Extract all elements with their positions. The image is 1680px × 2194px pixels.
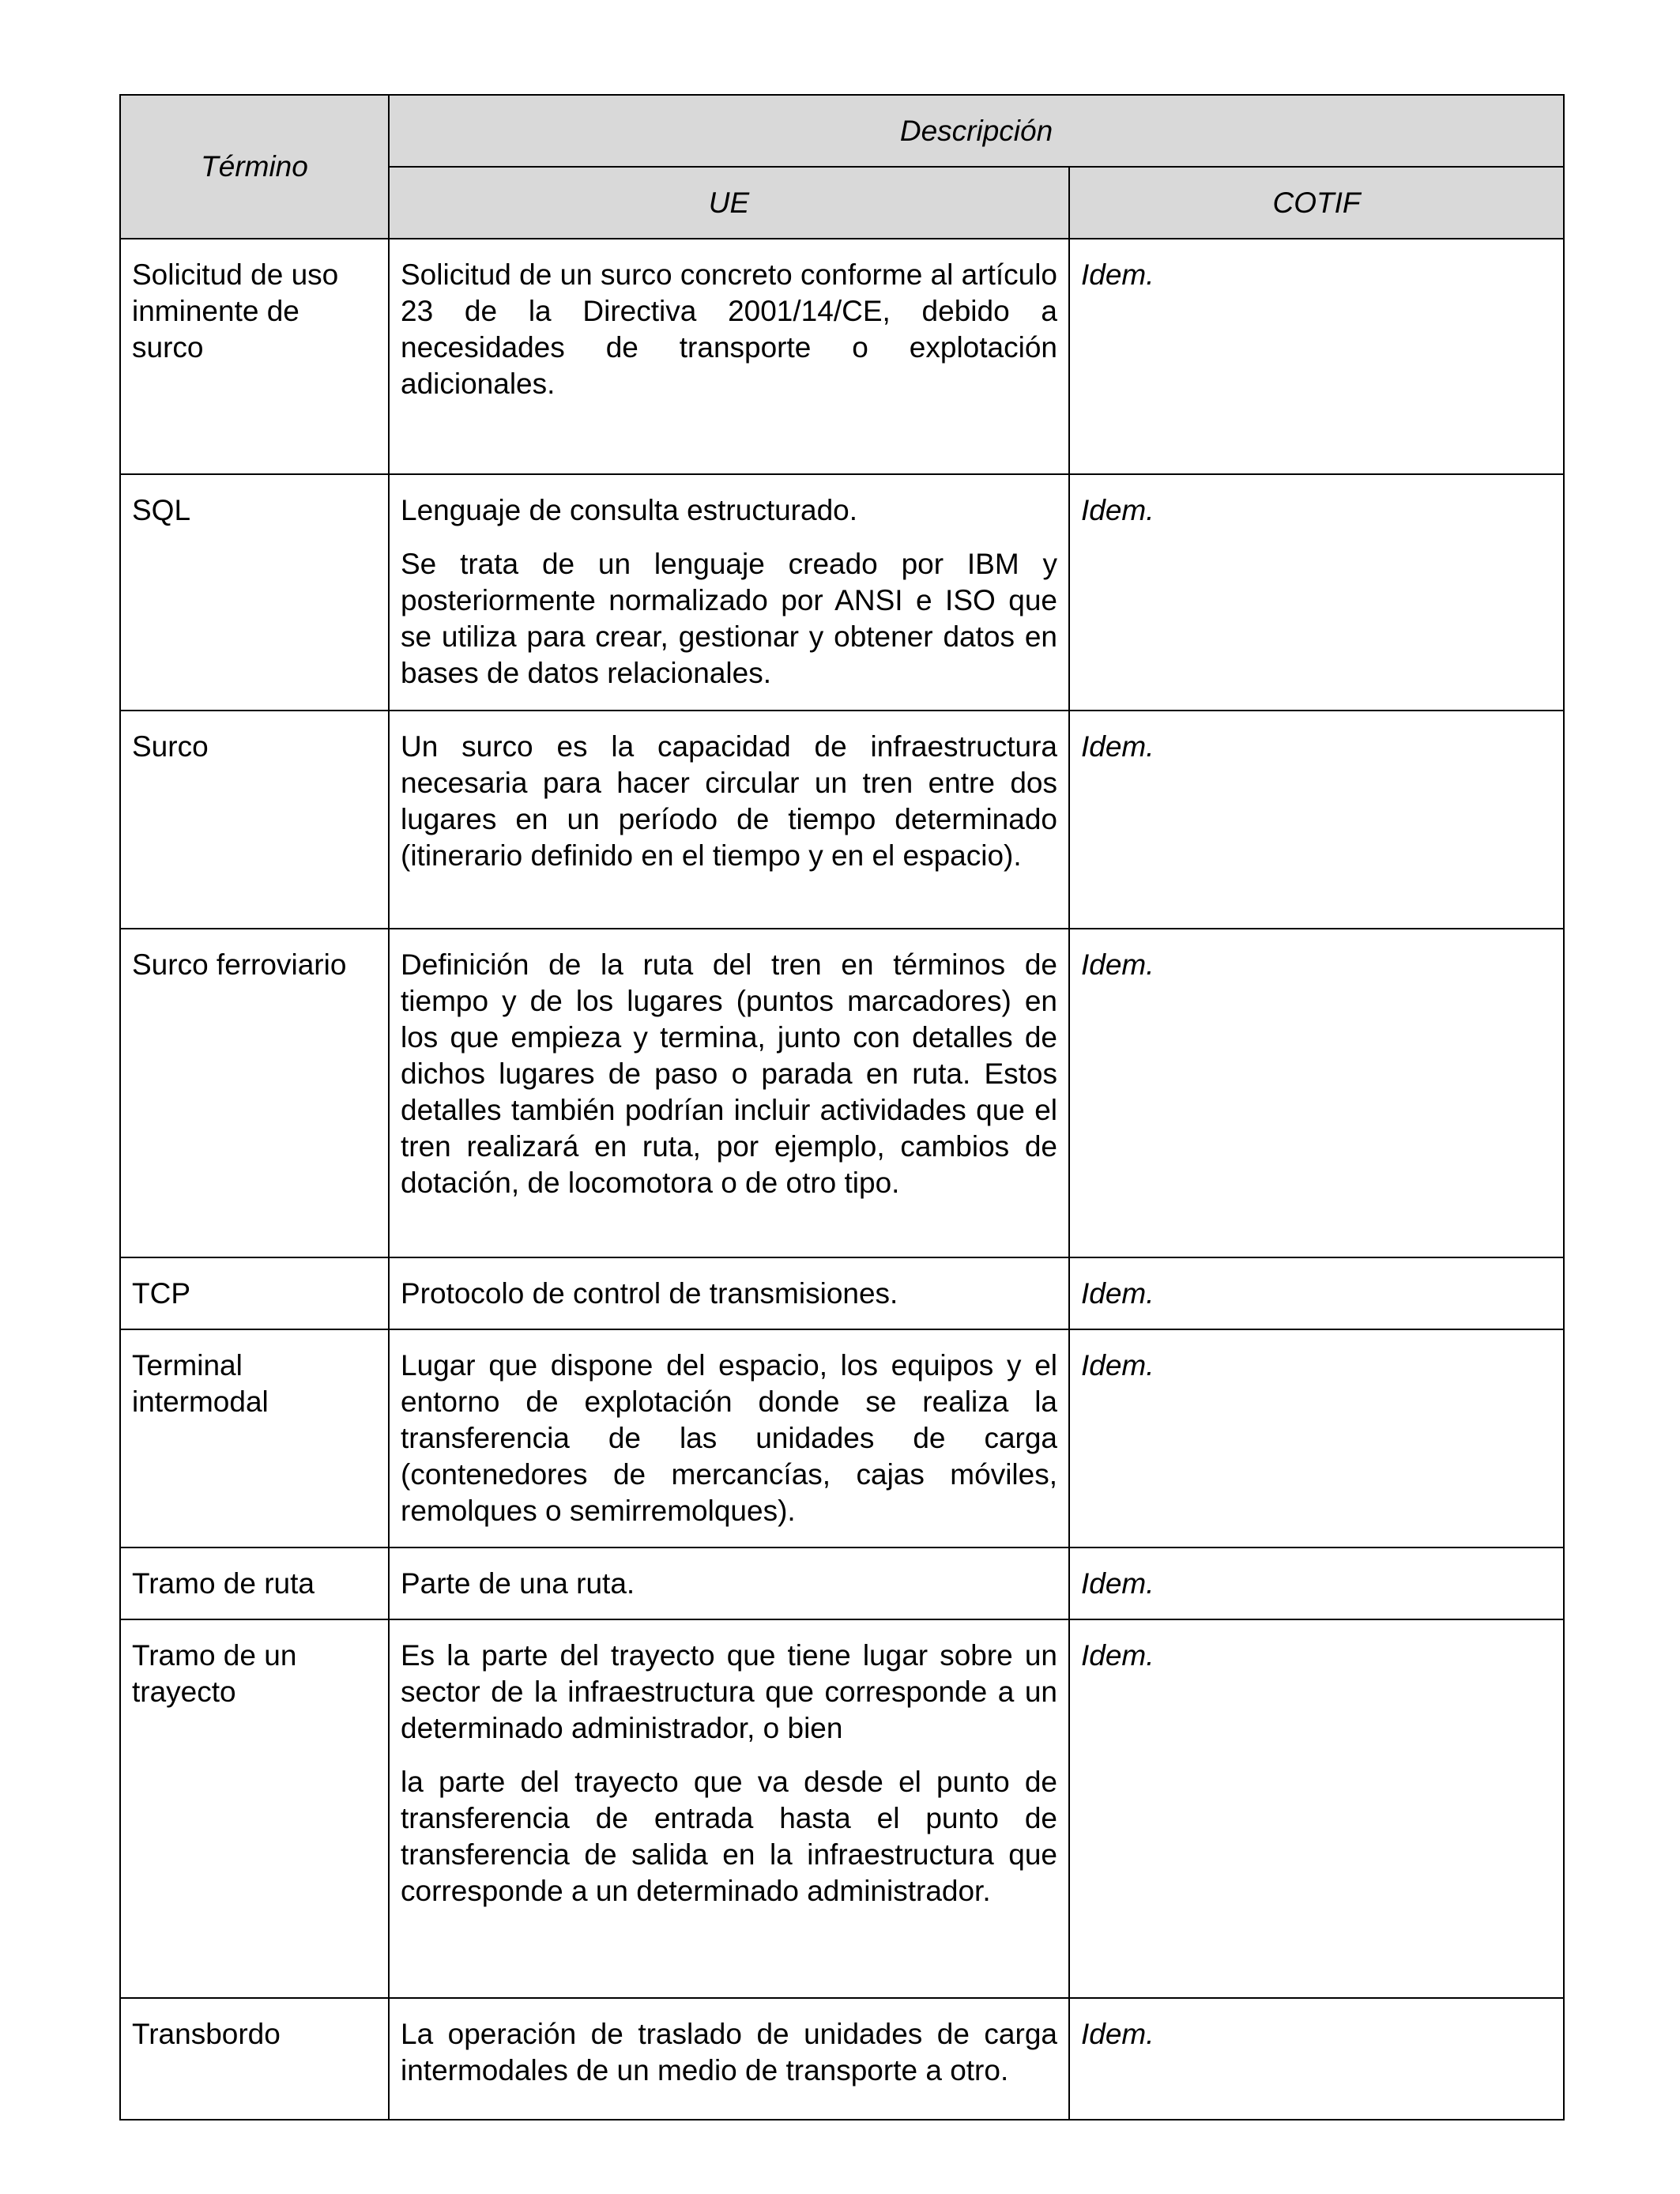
header-cotif: COTIF [1069, 167, 1564, 239]
cotif-cell: Idem. [1069, 711, 1564, 929]
term-cell: Surco [120, 711, 389, 929]
table-row [120, 1329, 1564, 1547]
cotif-cell: Idem. [1069, 1998, 1564, 2120]
table-row [120, 1257, 1564, 1329]
ue-cell [389, 474, 1069, 711]
term-cell: SQL [120, 474, 389, 711]
term-cell: Tramo de ruta [120, 1547, 389, 1619]
term-cell [120, 1619, 389, 1998]
term-cell: TCP [120, 1257, 389, 1329]
table-row [120, 239, 1564, 474]
term-cell: Transbordo [120, 1998, 389, 2120]
table-row [120, 1619, 1564, 1998]
term-text: Solicitud de uso inminente de surco [132, 258, 339, 364]
cotif-cell: Idem. [1069, 1619, 1564, 1998]
table-row [120, 1547, 1564, 1619]
table-row [120, 711, 1564, 929]
ue-cell [389, 1257, 1069, 1329]
header-term: Término [120, 95, 389, 239]
term-cell [120, 239, 389, 474]
ue-paragraph: Parte de una ruta. [401, 1567, 635, 1600]
cotif-cell: Idem. [1069, 1329, 1564, 1547]
ue-paragraph: Lenguaje de consulta estructurado. [401, 494, 858, 526]
term-cell: Surco ferroviario [120, 929, 389, 1257]
ue-cell [389, 239, 1069, 474]
ue-paragraph: la parte del trayecto que va desde el punto de transferencia de entrada hasta el punto de transferencia de salida en la infraestructura que corresponde a un determinado administrador. [401, 1766, 1057, 1907]
ue-paragraph: La operación de traslado de unidades de carga intermodales de un medio de transporte a otro. [401, 2018, 1057, 2087]
cotif-cell: Idem. [1069, 1547, 1564, 1619]
cotif-cell: Idem. [1069, 474, 1564, 711]
ue-paragraph: Es la parte del trayecto que tiene lugar sobre un sector de la infraestructura que corresponde a un determinado administrador, o bien [401, 1639, 1057, 1744]
ue-paragraph: Se trata de un lenguaje creado por IBM y posteriormente normalizado por ANSI e ISO que se utiliza para crear, gestionar y obtener datos en bases de datos relacionales. [401, 548, 1057, 689]
ue-cell [389, 1619, 1069, 1998]
ue-paragraph: Solicitud de un surco concreto conforme al artículo 23 de la Directiva 2001/14/CE, debido a necesidades de transporte o explotación adicionales. [401, 258, 1057, 400]
header-ue: UE [389, 167, 1069, 239]
term-text: Tramo de un trayecto [132, 1639, 297, 1708]
header-description: Descripción [389, 95, 1564, 167]
cotif-cell: Idem. [1069, 1257, 1564, 1329]
header-row-top [120, 95, 1564, 167]
ue-paragraph: Protocolo de control de transmisiones. [401, 1277, 898, 1310]
ue-cell [389, 1547, 1069, 1619]
term-cell: Terminal intermodal [120, 1329, 389, 1547]
ue-paragraph: Definición de la ruta del tren en términos de tiempo y de los lugares (puntos marcadores) en los que empieza y termina, junto con detalles de dichos lugares de paso o parada en ruta. Estos detalles también podrían incluir actividades que el tren realizará en ruta, por ejemplo, cambios de dotación, de locomotora o de otro tipo. [401, 948, 1057, 1199]
cotif-cell: Idem. [1069, 929, 1564, 1257]
ue-paragraph: Un surco es la capacidad de infraestructura necesaria para hacer circular un tren entre dos lugares en un período de tiempo determinado (itinerario definido en el tiempo y en el espacio). [401, 730, 1057, 872]
table-row [120, 929, 1564, 1257]
table-row [120, 1998, 1564, 2120]
ue-cell [389, 711, 1069, 929]
table-body [120, 239, 1564, 2120]
ue-cell [389, 1998, 1069, 2120]
cotif-cell: Idem. [1069, 239, 1564, 474]
ue-cell [389, 929, 1069, 1257]
ue-paragraph: Lugar que dispone del espacio, los equipos y el entorno de explotación donde se realiza la transferencia de las unidades de carga (contenedores de mercancías, cajas móviles, remolques o semirremolques). [401, 1349, 1057, 1527]
table-header [120, 95, 1564, 239]
table-row [120, 474, 1564, 711]
ue-cell [389, 1329, 1069, 1547]
glossary-table [119, 94, 1565, 2120]
